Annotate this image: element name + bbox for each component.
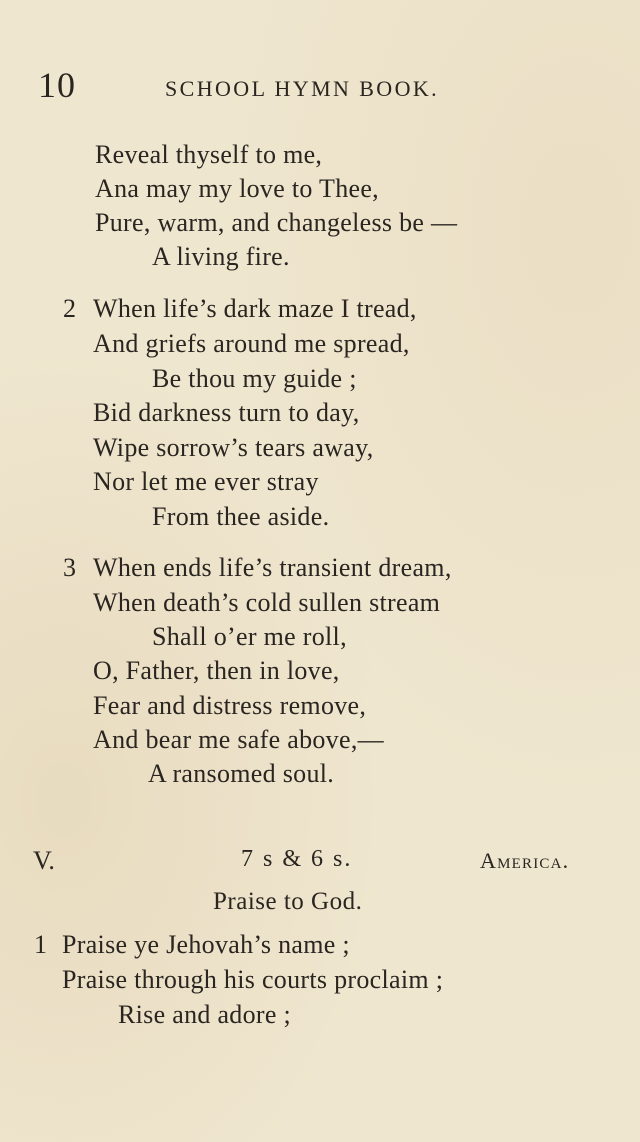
- verse-line: A ransomed soul.: [148, 759, 335, 788]
- verse-line: Shall o’er me roll,: [152, 622, 347, 651]
- verse-line: Rise and adore ;: [118, 1000, 292, 1029]
- verse-line: When ends life’s transient dream,: [93, 553, 452, 582]
- verse-line: From thee aside.: [152, 502, 330, 531]
- verse-line: Pure, warm, and changeless be —: [95, 208, 458, 237]
- verse-line: Bid darkness turn to day,: [93, 398, 360, 427]
- verse-line: When life’s dark maze I tread,: [93, 294, 417, 323]
- verse-line: Praise ye Jehovah’s name ;: [62, 930, 350, 959]
- hymn-title: Praise to God.: [213, 888, 363, 915]
- verse-line: A living fire.: [152, 242, 290, 271]
- verse-line: Be thou my guide ;: [152, 364, 357, 393]
- verse-line: When death’s cold sullen stream: [93, 588, 441, 617]
- verse-line: And bear me safe above,—: [93, 725, 384, 754]
- verse-line: Praise through his courts proclaim ;: [62, 965, 444, 994]
- verse-number: 1: [34, 930, 47, 959]
- verse-line: Fear and distress remove,: [93, 691, 367, 720]
- verse-line: Ana may my love to Thee,: [95, 174, 379, 203]
- running-head: SCHOOL HYMN BOOK.: [165, 76, 440, 101]
- verse-line: Reveal thyself to me,: [95, 140, 323, 169]
- hymn-tune: America.: [480, 848, 570, 873]
- hymn-meter: 7 s & 6 s.: [241, 846, 353, 872]
- verse-line: O, Father, then in love,: [93, 656, 340, 685]
- verse-number: 3: [63, 553, 76, 582]
- verse-line: Wipe sorrow’s tears away,: [93, 433, 374, 462]
- verse-number: 2: [63, 294, 76, 323]
- page-number: 10: [38, 65, 76, 105]
- verse-line: And griefs around me spread,: [93, 329, 410, 358]
- verse-line: Nor let me ever stray: [93, 467, 319, 496]
- hymn-number: V.: [33, 846, 55, 875]
